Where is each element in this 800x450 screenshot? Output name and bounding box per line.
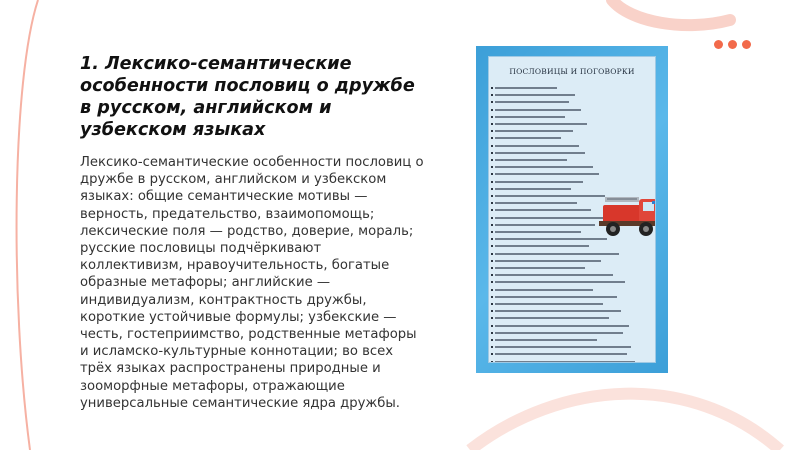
poster-bullet	[491, 101, 493, 103]
poster-text-line	[495, 267, 585, 269]
poster-text-line	[495, 166, 593, 168]
fire-truck-icon	[599, 187, 656, 239]
poster-bullet	[491, 217, 493, 219]
poster-text-line	[495, 116, 565, 118]
decorative-arc-left	[17, 0, 38, 450]
poster-bullet	[491, 116, 493, 118]
proverbs-poster-image	[476, 46, 668, 373]
poster-bullet	[491, 123, 493, 125]
poster-bullet	[491, 274, 493, 276]
decorative-dots	[714, 40, 751, 49]
poster-text-line	[495, 145, 579, 147]
poster-text-line	[495, 296, 617, 298]
poster-bullet	[491, 325, 493, 327]
decorative-dot	[742, 40, 751, 49]
decorative-arc-bottom	[470, 394, 780, 450]
poster-text-line	[495, 274, 613, 276]
poster-bullet	[491, 245, 493, 247]
poster-text-line	[495, 325, 629, 327]
poster-text-line	[495, 245, 589, 247]
poster-bullet	[491, 202, 493, 204]
poster-bullet	[491, 296, 493, 298]
poster-bullet	[491, 130, 493, 132]
poster-text-line	[495, 152, 585, 154]
poster-text-line	[495, 173, 599, 175]
poster-bullet	[491, 267, 493, 269]
poster-bullet	[491, 281, 493, 283]
poster-text-line	[495, 87, 557, 89]
poster-title: ПОСЛОВИЦЫ И ПОГОВОРКИ	[509, 67, 635, 76]
poster-bullet	[491, 159, 493, 161]
poster-text-line	[495, 310, 621, 312]
poster-text-line	[495, 260, 601, 262]
poster-inner-panel	[488, 56, 656, 363]
poster-bullet	[491, 166, 493, 168]
poster-text-line	[495, 231, 581, 233]
poster-bullet	[491, 188, 493, 190]
poster-text-line	[495, 238, 607, 240]
poster-text-line	[495, 339, 597, 341]
poster-bullet	[491, 317, 493, 319]
poster-text-line	[495, 209, 591, 211]
poster-bullet	[491, 310, 493, 312]
poster-text-line	[495, 101, 569, 103]
poster-bullet	[491, 361, 493, 363]
poster-bullet	[491, 231, 493, 233]
poster-text-line	[495, 123, 587, 125]
poster-text-line	[495, 188, 571, 190]
poster-text-line	[495, 253, 619, 255]
poster-text-line	[495, 346, 631, 348]
poster-text-line	[495, 281, 625, 283]
poster-text-line	[495, 317, 609, 319]
poster-bullet	[491, 332, 493, 334]
poster-bullet	[491, 181, 493, 183]
poster-bullet	[491, 209, 493, 211]
poster-text-line	[495, 332, 623, 334]
decorative-arc-top	[612, 0, 730, 25]
poster-bullet	[491, 145, 493, 147]
slide-title: 1. Лексико-семантические особенности пословиц о дружбе в русском, английском и узбекском языках	[80, 54, 415, 140]
poster-text-line	[495, 303, 603, 305]
poster-bullet	[491, 94, 493, 96]
poster-bullet	[491, 195, 493, 197]
poster-bullet	[491, 339, 493, 341]
poster-text-line	[495, 94, 575, 96]
poster-bullet	[491, 289, 493, 291]
poster-bullet	[491, 253, 493, 255]
poster-bullet	[491, 260, 493, 262]
poster-text-line	[495, 137, 561, 139]
poster-text-line	[495, 195, 605, 197]
poster-bullet	[491, 303, 493, 305]
decorative-dot	[714, 40, 723, 49]
poster-text-line	[495, 159, 567, 161]
poster-text-line	[495, 109, 581, 111]
poster-bullet	[491, 87, 493, 89]
slide-body-text: Лексико-семантические особенности пословиц о дружбе в русском, английском и узбекском языках: общие семантические мотивы — верность, предательство, взаимопомощь; лексические поля — родство, доверие, мораль; русские пословицы подчёркивают коллективизм, нравоучительность, богатые образные метафоры; английские — индивидуализм, контрактность дружбы, короткие устойчивые формулы; узбекские — честь, гостеприимство, родственные метафоры и исламско-культурные коннотации; во всех трёх языках распространены природные и зооморфные метафоры, отражающие универсальные семантические ядра дружбы.	[80, 155, 424, 411]
poster-bullet	[491, 238, 493, 240]
poster-bullet	[491, 173, 493, 175]
poster-text-line	[495, 181, 583, 183]
poster-text-line	[495, 130, 573, 132]
decorative-dot	[728, 40, 737, 49]
poster-text-line	[495, 353, 627, 355]
poster-bullet	[491, 137, 493, 139]
poster-bullet	[491, 353, 493, 355]
poster-text-line	[495, 289, 593, 291]
poster-bullet	[491, 152, 493, 154]
poster-text-line	[495, 202, 577, 204]
poster-text-line	[495, 361, 635, 363]
poster-text-line	[495, 224, 595, 226]
poster-bullet	[491, 346, 493, 348]
poster-text-line	[495, 217, 615, 219]
poster-bullet	[491, 224, 493, 226]
poster-bullet	[491, 109, 493, 111]
